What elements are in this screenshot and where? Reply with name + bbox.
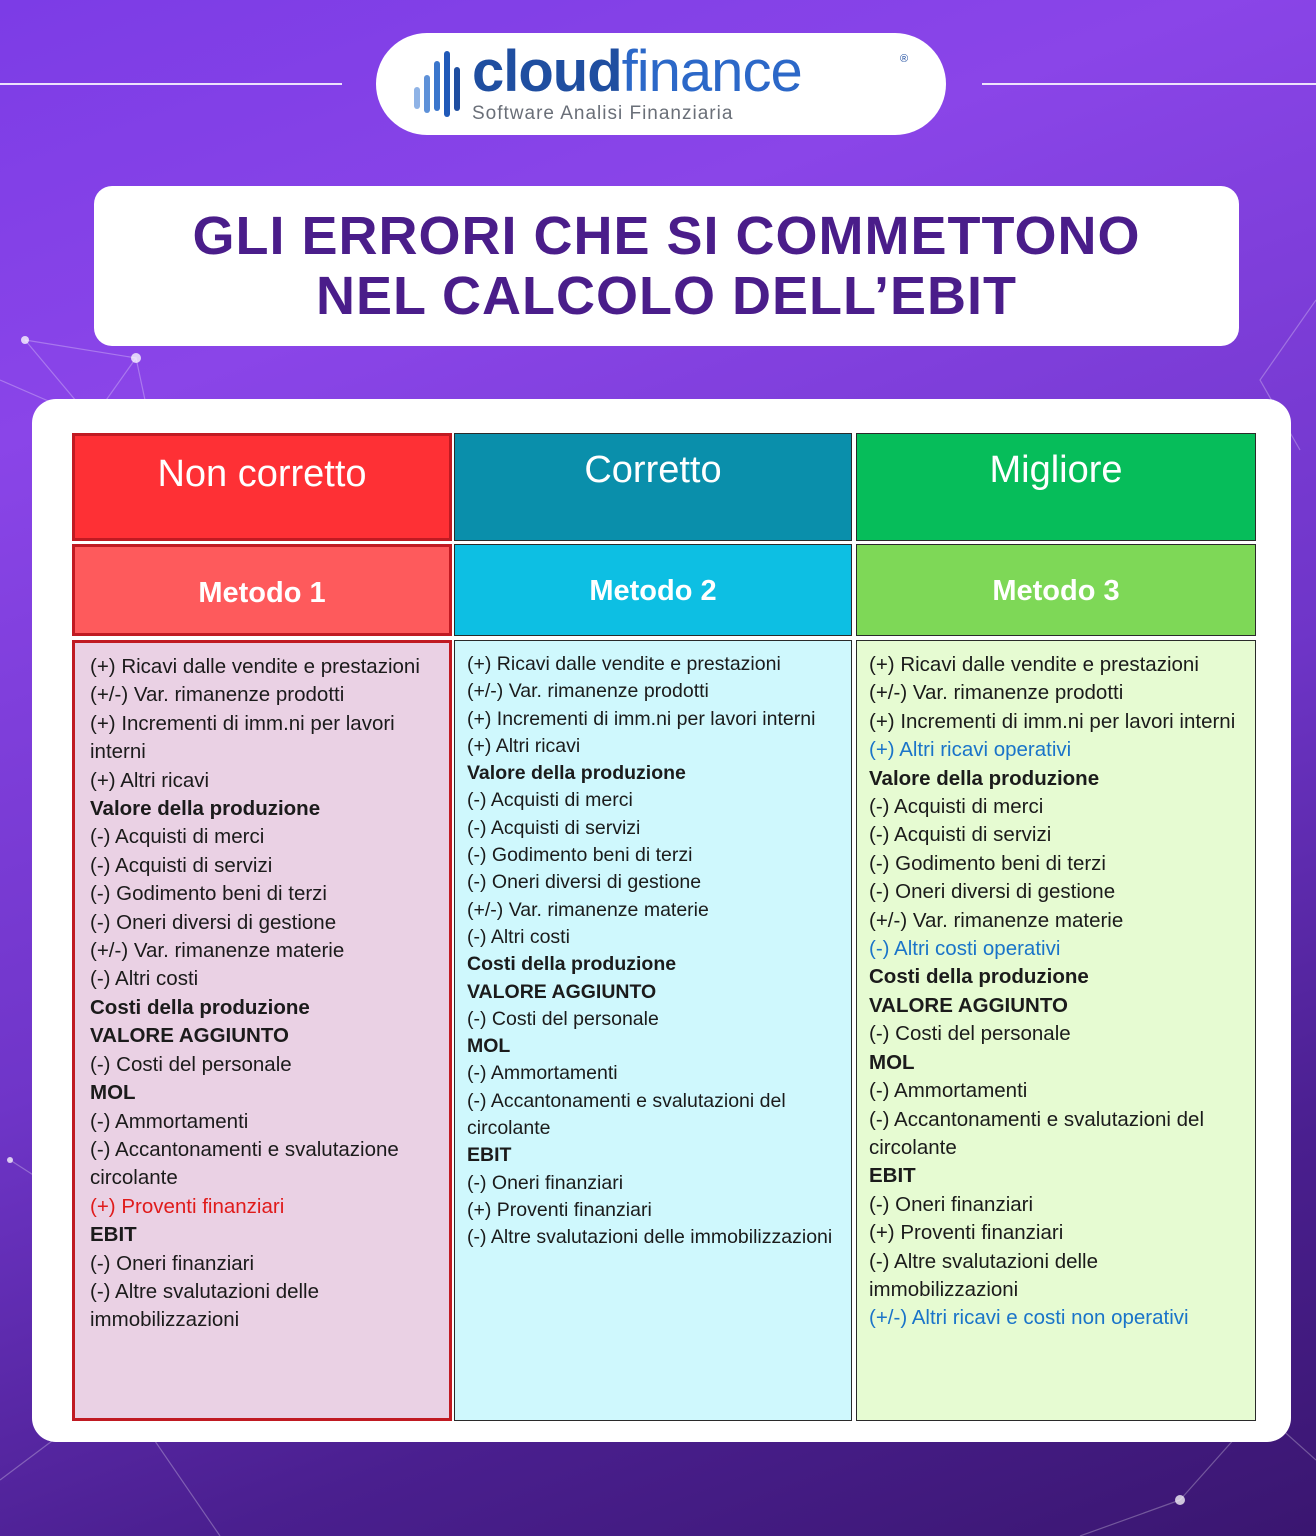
list-item: (+) Incrementi di imm.ni per lavori interni bbox=[90, 711, 395, 764]
list-item: (-) Godimento beni di terzi bbox=[467, 844, 693, 867]
list-item: Costi della produzione bbox=[869, 965, 1089, 989]
list-item: (+) Altri ricavi operativi bbox=[869, 738, 1072, 762]
list-item: (+/-) Var. rimanenze materie bbox=[869, 908, 1124, 932]
list-item: VALORE AGGIUNTO bbox=[869, 993, 1068, 1017]
list-item: (-) Costi del personale bbox=[467, 1007, 659, 1030]
list-item: (-) Acquisti di merci bbox=[869, 795, 1044, 819]
list-item: (-) Acquisti di merci bbox=[467, 789, 633, 812]
list-item: (-) Accantonamenti e svalutazione circolante bbox=[90, 1137, 399, 1190]
list-item: (-) Costi del personale bbox=[90, 1052, 292, 1076]
column-header: Non corretto bbox=[72, 433, 452, 541]
list-item: (+) Proventi finanziari bbox=[869, 1221, 1064, 1245]
list-item: Valore della produzione bbox=[869, 766, 1100, 790]
logo-cloud-text: cloud bbox=[472, 39, 622, 104]
list-item: VALORE AGGIUNTO bbox=[90, 1024, 289, 1048]
list-item: (-) Altri costi bbox=[467, 925, 570, 948]
list-item: EBIT bbox=[90, 1223, 137, 1247]
list-item: MOL bbox=[90, 1081, 136, 1105]
list-item: (-) Altri costi bbox=[90, 967, 199, 991]
list-item: Costi della produzione bbox=[467, 953, 677, 976]
list-item: (+/-) Var. rimanenze prodotti bbox=[467, 680, 709, 703]
logo-finance-text: finance bbox=[621, 39, 802, 104]
list-item: (+) Ricavi dalle vendite e prestazioni bbox=[90, 655, 420, 678]
list-item: (+/-) Var. rimanenze prodotti bbox=[869, 681, 1124, 705]
list-item: (-) Altre svalutazioni delle immobilizzazioni bbox=[869, 1249, 1099, 1301]
list-item: (+) Proventi finanziari bbox=[90, 1194, 285, 1218]
list-item: (-) Costi del personale bbox=[869, 1022, 1071, 1046]
list-item: (+) Altri ricavi bbox=[467, 734, 581, 757]
list-item: VALORE AGGIUNTO bbox=[467, 980, 657, 1003]
logo-wordmark bbox=[472, 39, 802, 105]
header-line-right bbox=[982, 83, 1316, 85]
list-item: (-) Oneri finanziari bbox=[869, 1192, 1034, 1216]
column-body bbox=[72, 640, 452, 1421]
comparison-card bbox=[32, 399, 1291, 1442]
list-item: Valore della produzione bbox=[90, 797, 321, 821]
method-label: Metodo 1 bbox=[72, 544, 452, 636]
list-item: (-) Oneri diversi di gestione bbox=[467, 871, 702, 894]
list-item: (-) Altre svalutazioni delle immobilizzazioni bbox=[467, 1226, 833, 1249]
title-line-2: NEL CALCOLO DELL’EBIT bbox=[315, 266, 1017, 326]
list-item: (+) Ricavi dalle vendite e prestazioni bbox=[869, 653, 1199, 676]
list-item: (+/-) Var. rimanenze prodotti bbox=[90, 683, 345, 707]
list-item: (-) Acquisti di merci bbox=[90, 825, 265, 849]
list-item: Costi della produzione bbox=[90, 995, 310, 1019]
list-item: (+) Altri ricavi bbox=[90, 768, 210, 792]
list-item: Valore della produzione bbox=[467, 762, 686, 785]
list-item: (+/-) Var. rimanenze materie bbox=[467, 898, 709, 921]
title-box bbox=[94, 186, 1239, 346]
list-item: (-) Accantonamenti e svalutazioni del circolante bbox=[869, 1107, 1205, 1159]
list-item: (-) Ammortamenti bbox=[869, 1079, 1028, 1103]
column-header: Corretto bbox=[454, 433, 852, 541]
list-item: (-) Godimento beni di terzi bbox=[869, 851, 1106, 875]
list-item: MOL bbox=[467, 1035, 511, 1058]
list-item: (-) Acquisti di servizi bbox=[467, 816, 641, 839]
list-item: (-) Altre svalutazioni delle immobilizzazioni bbox=[90, 1279, 320, 1332]
list-item: (+/-) Var. rimanenze materie bbox=[90, 939, 345, 963]
list-item: (-) Acquisti di servizi bbox=[869, 823, 1052, 847]
list-item: (+/-) Altri ricavi e costi non operativi bbox=[869, 1306, 1189, 1330]
column-header: Migliore bbox=[856, 433, 1256, 541]
list-item: MOL bbox=[869, 1050, 915, 1074]
list-item: (-) Acquisti di servizi bbox=[90, 853, 273, 877]
list-item: EBIT bbox=[869, 1164, 916, 1188]
title-line-1: GLI ERRORI CHE SI COMMETTONO bbox=[192, 206, 1141, 266]
list-item: (-) Oneri diversi di gestione bbox=[869, 880, 1116, 904]
list-item: (-) Ammortamenti bbox=[467, 1062, 618, 1085]
list-item: (-) Oneri finanziari bbox=[90, 1251, 255, 1275]
list-item: (+) Incrementi di imm.ni per lavori interni bbox=[869, 709, 1236, 733]
logo bbox=[376, 33, 946, 135]
header-line-left bbox=[0, 83, 342, 85]
list-item: EBIT bbox=[467, 1144, 512, 1167]
column-body bbox=[856, 640, 1256, 1421]
logo-registered-mark: ® bbox=[900, 53, 909, 65]
list-item: (+) Incrementi di imm.ni per lavori interni bbox=[467, 707, 816, 730]
list-item: (-) Godimento beni di terzi bbox=[90, 882, 327, 906]
method-label: Metodo 3 bbox=[856, 544, 1256, 636]
method-label: Metodo 2 bbox=[454, 544, 852, 636]
list-item: (-) Altri costi operativi bbox=[869, 937, 1061, 961]
list-item: (+) Proventi finanziari bbox=[467, 1198, 652, 1221]
logo-bars-icon bbox=[414, 47, 462, 119]
list-item: (-) Oneri diversi di gestione bbox=[90, 910, 337, 934]
logo-subtitle: Software Analisi Finanziaria bbox=[472, 103, 734, 124]
column-body bbox=[454, 640, 852, 1421]
list-item: (-) Ammortamenti bbox=[90, 1109, 249, 1133]
list-item: (+) Ricavi dalle vendite e prestazioni bbox=[467, 653, 781, 675]
list-item: (-) Accantonamenti e svalutazioni del circolante bbox=[467, 1089, 786, 1140]
list-item: (-) Oneri finanziari bbox=[467, 1171, 624, 1194]
